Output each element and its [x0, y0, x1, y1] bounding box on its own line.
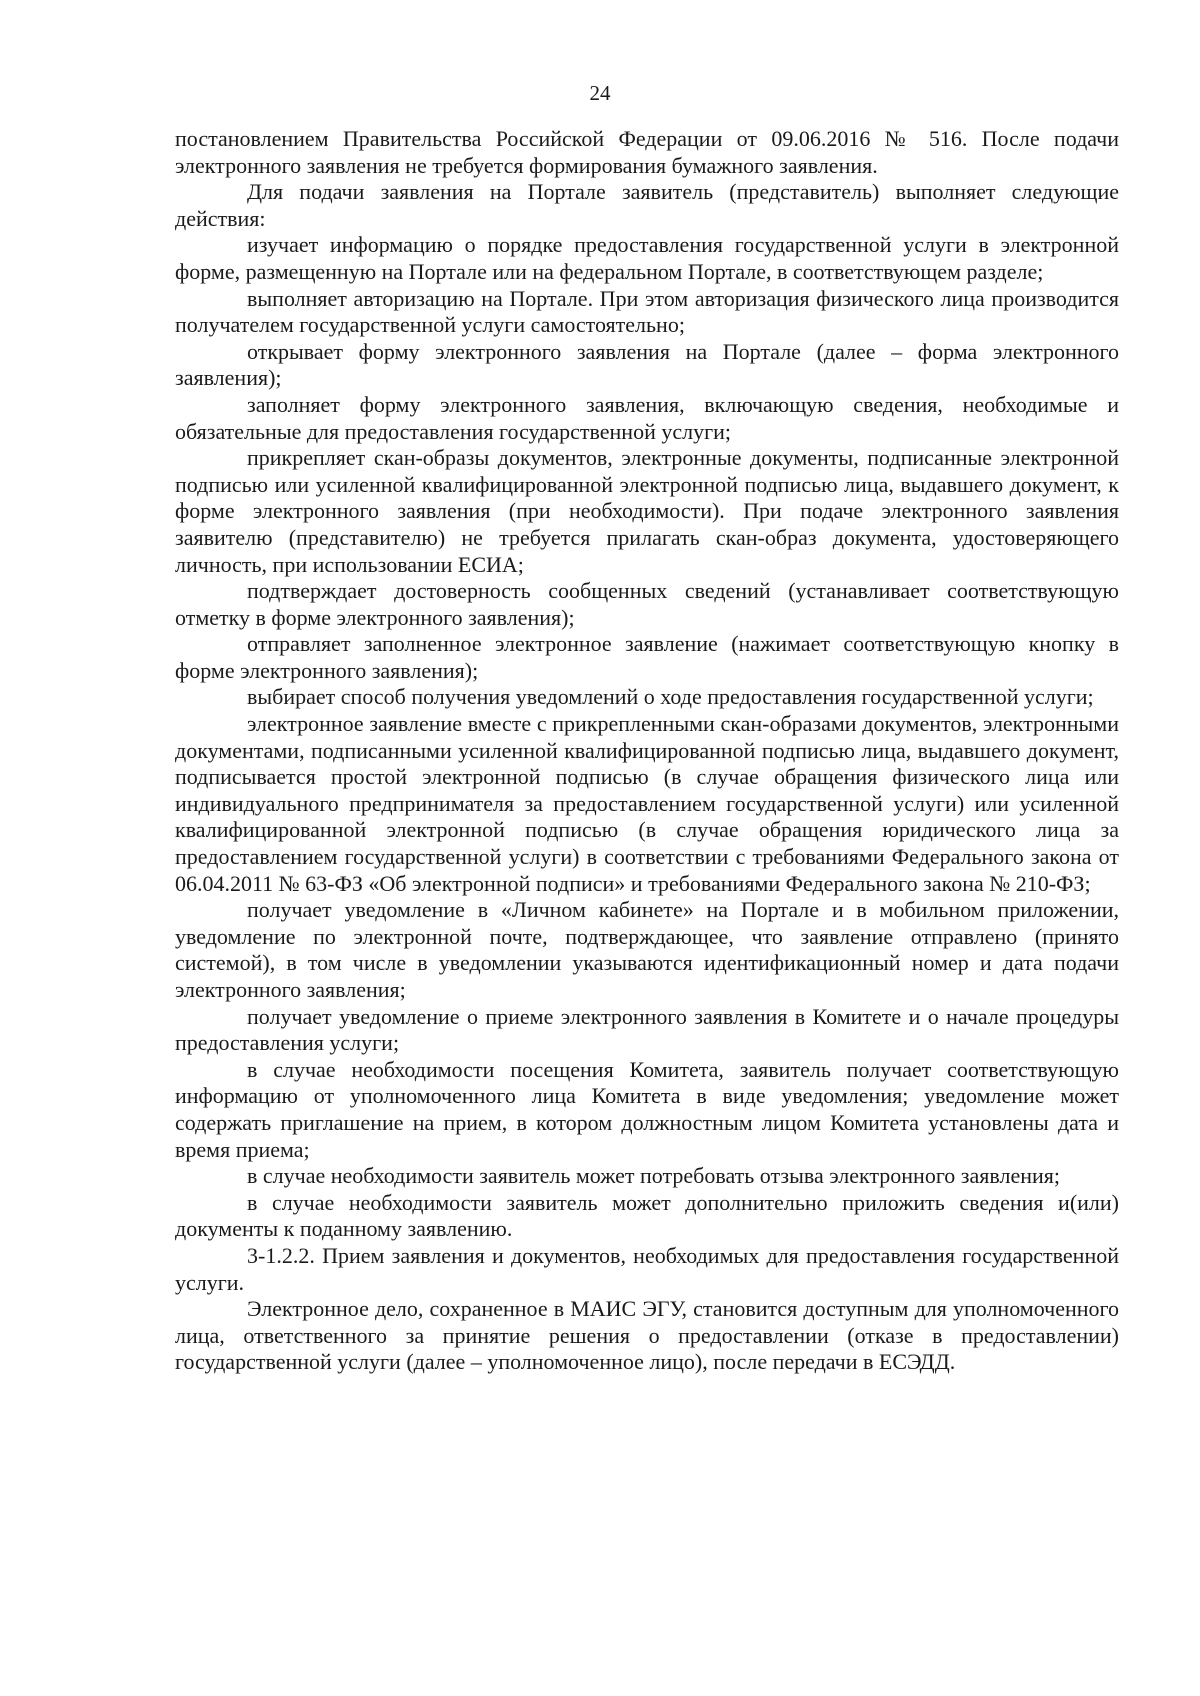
paragraph: заполняет форму электронного заявления, включающую сведения, необходимые и обязательные для предоставления государственной услуги; — [175, 391, 1119, 444]
paragraph: отправляет заполненное электронное заявление (нажимает соответствующую кнопку в форме электронного заявления); — [175, 631, 1119, 683]
paragraph: в случае необходимости заявитель может дополнительно приложить сведения и(или) документы к поданному заявлению. — [175, 1189, 1119, 1242]
paragraph: в случае необходимости заявитель может потребовать отзыва электронного заявления; — [247, 1163, 1061, 1189]
paragraph: электронное заявление вместе с прикрепленными скан-образами документов, электронными документами, подписанными усиленной квалифицированной подписью лица, выдавшего документ, подписывается простой электронной подписью (в случае обращения физического лица или индивидуального предпринимателя за предоставлением государственной услуги) или усиленной квалифицированной электронной подписью (в случае обращения юридического лица за предоставлением государственной услуги) в соответствии с требованиями Федерального закона от 06.04.2011 № 63-ФЗ «Об электронной подписи» и требованиями Федерального закона № 210-ФЗ; — [175, 711, 1119, 896]
paragraph: постановлением Правительства Российской Федерации от 09.06.2016 № 516. После подачи электронного заявления не требуется формирования бумажного заявления. — [175, 126, 1119, 178]
paragraph: 3-1.2.2. Прием заявления и документов, необходимых для предоставления государственной услуги. — [175, 1242, 1119, 1295]
paragraph: подтверждает достоверность сообщенных сведений (устанавливает соответствующую отметку в форме электронного заявления); — [175, 578, 1119, 630]
paragraph: Электронное дело, сохраненное в МАИС ЭГУ, становится доступным для уполномоченного лица, ответственного за принятие решения о предоставлении (отказе в предоставлении) государственной услуги (далее – уполномоченное лицо), после передачи в ЕСЭДД. — [175, 1296, 1119, 1375]
paragraph: выбирает способ получения уведомлений о ходе предоставления государственной услуги; — [247, 684, 1094, 710]
page-number: 24 — [589, 81, 611, 105]
paragraph: получает уведомление о приеме электронного заявления в Комитете и о начале процедуры предоставления услуги; — [175, 1003, 1119, 1056]
document-body — [175, 126, 1119, 1376]
paragraph: изучает информацию о порядке предоставления государственной услуги в электронной форме, размещенную на Портале или на федеральном Портале, в соответствующем разделе; — [175, 232, 1119, 284]
paragraph: выполняет авторизацию на Портале. При этом авторизация физического лица производится получателем государственной услуги самостоятельно; — [175, 285, 1119, 338]
paragraph: прикрепляет скан-образы документов, электронные документы, подписанные электронной подписью или усиленной квалифицированной электронной подписью лица, выдавшего документ, к форме электронного заявления (при необходимости). При подаче электронного заявления заявителю (представителю) не требуется прилагать скан-образ документа, удостоверяющего личность, при использовании ЕСИА; — [175, 445, 1119, 577]
paragraph: Для подачи заявления на Портале заявитель (представитель) выполняет следующие действия: — [175, 179, 1119, 231]
paragraph: открывает форму электронного заявления на Портале (далее – форма электронного заявления); — [175, 338, 1119, 391]
paragraph: получает уведомление в «Личном кабинете» на Портале и в мобильном приложении, уведомление по электронной почте, подтверждающее, что заявление отправлено (принято системой), в том числе в уведомлении указываются идентификационный номер и дата подачи электронного заявления; — [175, 897, 1119, 1002]
paragraph: в случае необходимости посещения Комитета, заявитель получает соответствующую информацию от уполномоченного лица Комитета в виде уведомления; уведомление может содержать приглашение на прием, в котором должностным лицом Комитета установлены дата и время приема; — [175, 1056, 1119, 1162]
